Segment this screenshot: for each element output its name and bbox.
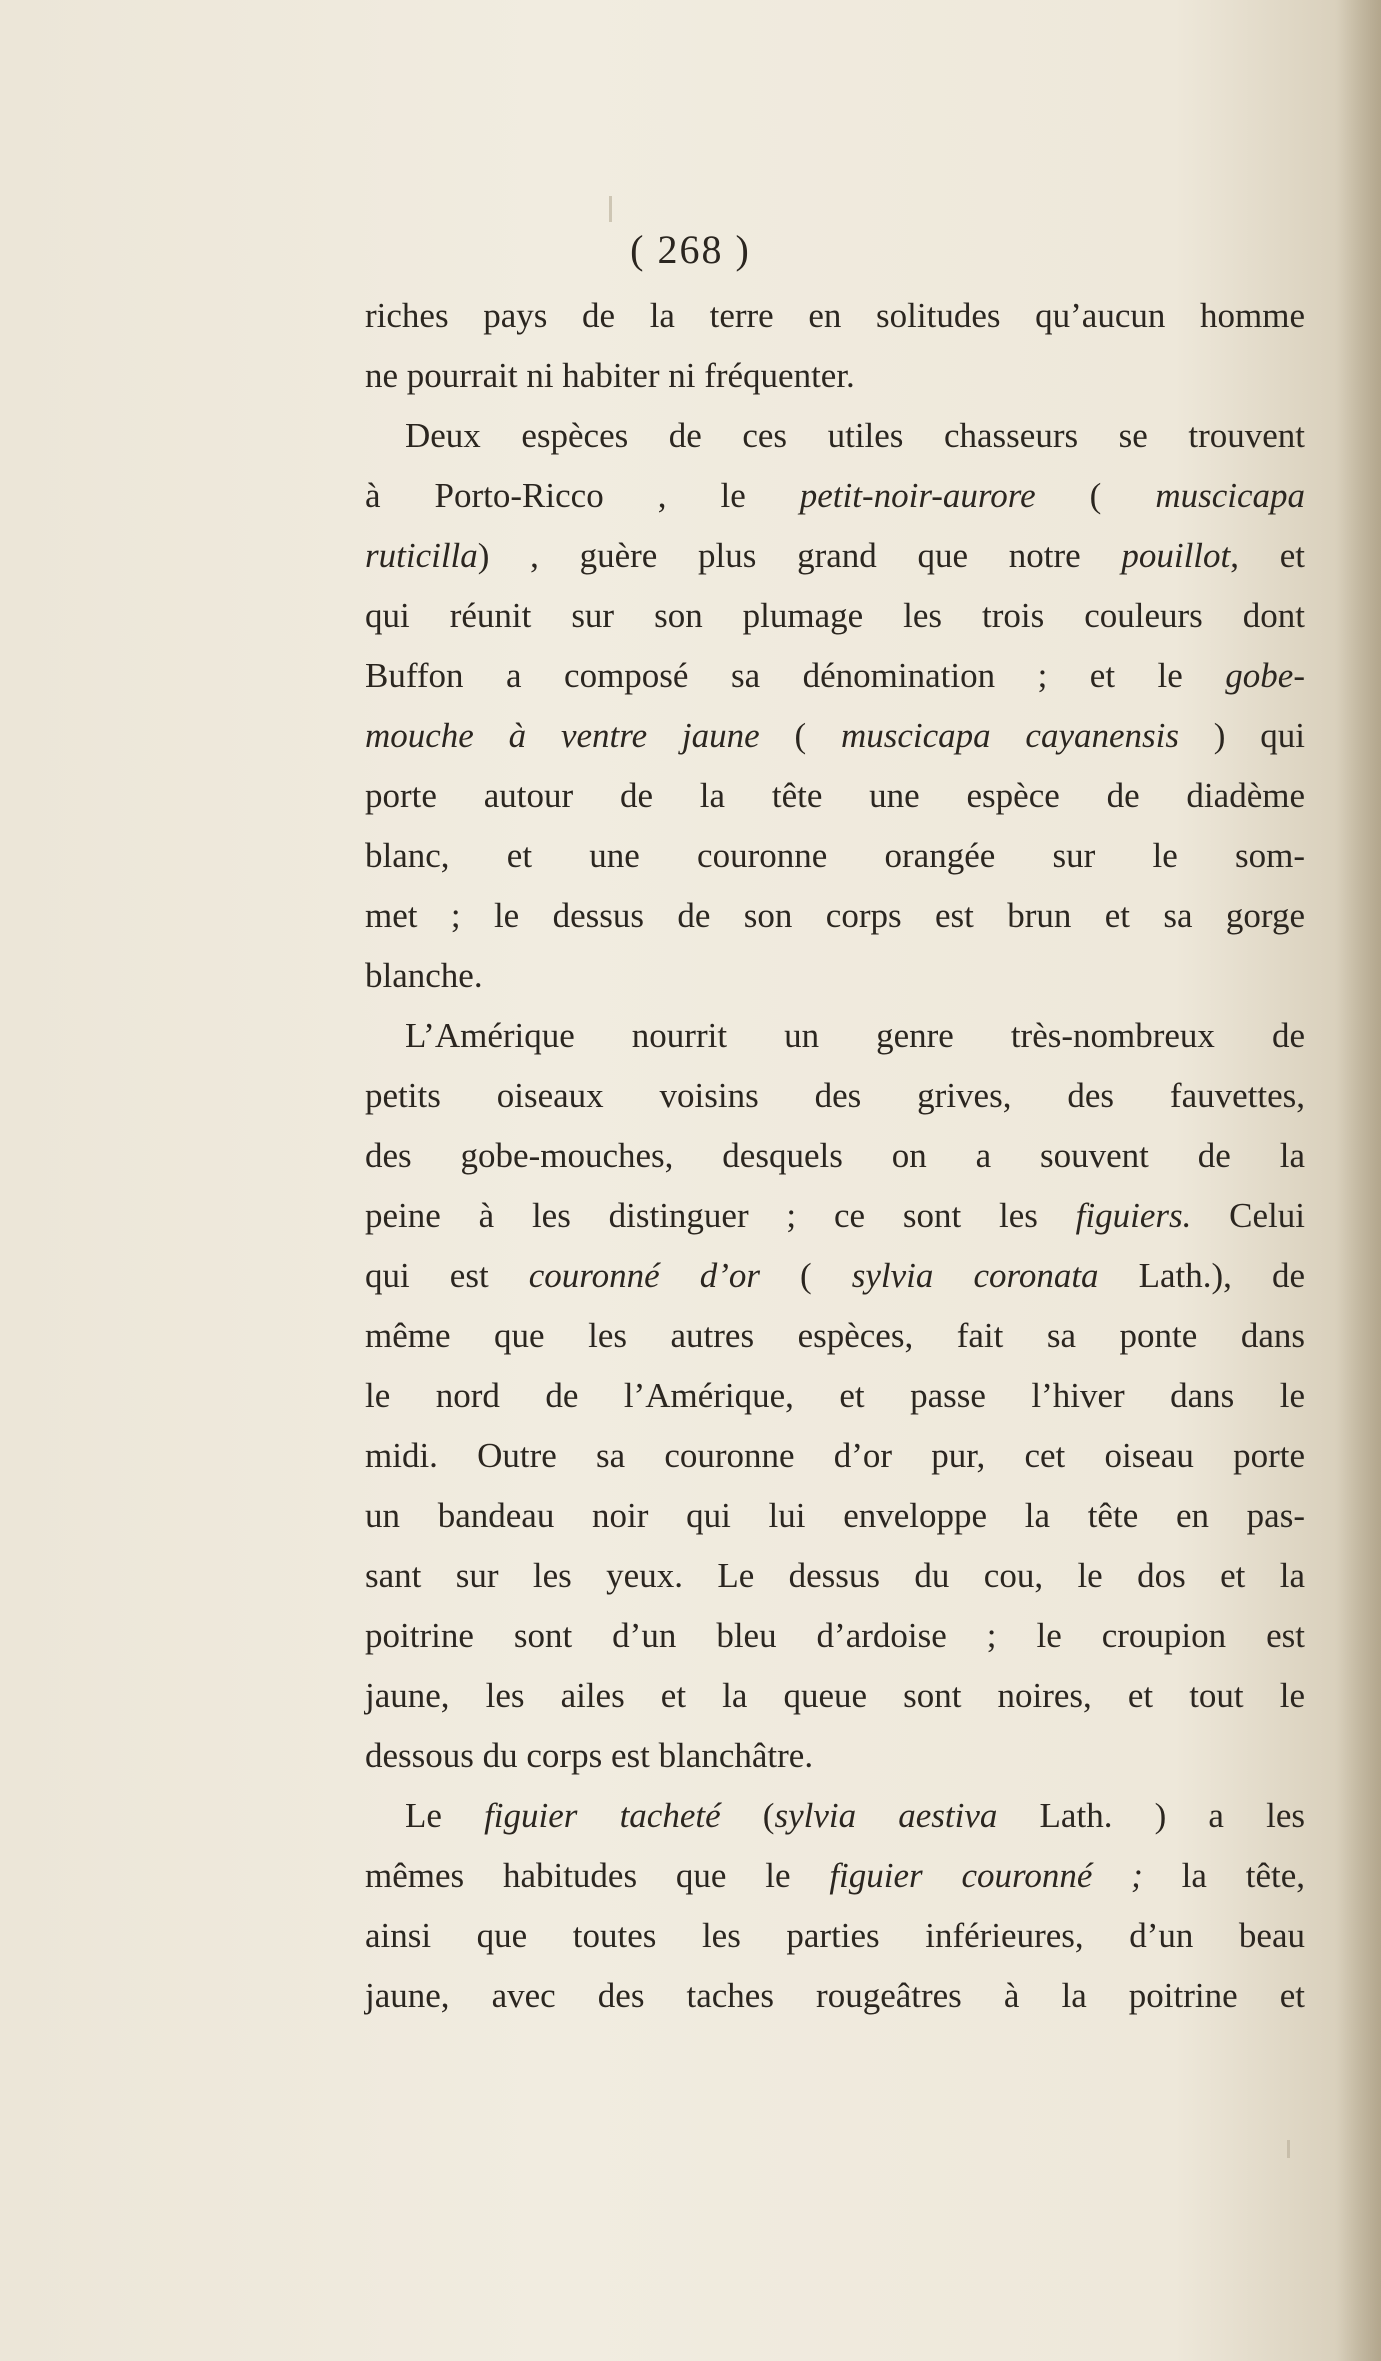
text-line [365, 346, 1305, 406]
text-segment: met ; le dessus de son corps est brun et sa gorge [365, 896, 1305, 935]
text-segment: à Porto-Ricco , le [365, 476, 800, 515]
italic-text: pouillot [1121, 536, 1231, 575]
text-line [365, 1966, 1305, 2026]
page-number: ( 268 ) [630, 227, 751, 272]
text-segment: sant sur les yeux. Le dessus du cou, le dos et la [365, 1556, 1305, 1595]
text-line [365, 886, 1305, 946]
text-line [365, 526, 1305, 586]
text-segment: ( [759, 1256, 852, 1295]
text-line [365, 766, 1305, 826]
text-line [365, 946, 1305, 1006]
italic-text: ruticilla [365, 536, 478, 575]
text-line [365, 1606, 1305, 1666]
text-segment: Le [405, 1796, 485, 1835]
text-segment: ( [759, 716, 841, 755]
text-segment: Lath.), de [1098, 1256, 1306, 1295]
text-segment: Buffon a composé sa dénomination ; et le [365, 656, 1226, 695]
text-segment: midi. Outre sa couronne d’or pur, cet oiseau porte [365, 1436, 1305, 1475]
text-line [365, 1366, 1305, 1426]
text-line [365, 1486, 1305, 1546]
text-line [365, 466, 1305, 526]
text-segment: qui réunit sur son plumage les trois couleurs dont [365, 596, 1305, 635]
italic-text: sylvia aestiva [774, 1796, 998, 1835]
text-line [365, 1126, 1305, 1186]
text-line [365, 1546, 1305, 1606]
text-segment: jaune, avec des taches rougeâtres à la poitrine et [365, 1976, 1305, 2015]
text-segment: la tête, [1142, 1856, 1305, 1895]
text-line [365, 826, 1305, 886]
text-segment: mêmes habitudes que le [365, 1856, 830, 1895]
text-line [365, 286, 1305, 346]
italic-text: sylvia coronata [851, 1256, 1099, 1295]
text-line [365, 1186, 1305, 1246]
text-line [365, 586, 1305, 646]
paper-speck [609, 196, 612, 222]
text-line [365, 1726, 1305, 1786]
text-segment: ) qui [1179, 716, 1305, 755]
text-line [365, 706, 1305, 766]
text-line [365, 1306, 1305, 1366]
text-segment: ( [720, 1796, 775, 1835]
italic-text: figuier couronné ; [829, 1856, 1143, 1895]
text-segment: peine à les distinguer ; ce sont les [365, 1196, 1076, 1235]
text-segment: riches pays de la terre en solitudes qu’aucun homme [365, 296, 1305, 335]
text-line [365, 1066, 1305, 1126]
text-segment: ( [1035, 476, 1156, 515]
text-line [365, 1666, 1305, 1726]
text-segment: dessous du corps est blanchâtre. [365, 1736, 814, 1775]
italic-text: couronné d’or [528, 1256, 760, 1295]
italic-text: figuier tacheté [484, 1796, 721, 1835]
paper-speck [1287, 2140, 1290, 2158]
text-segment: des gobe-mouches, desquels on a souvent de la [365, 1136, 1305, 1175]
text-line [365, 1246, 1305, 1306]
italic-text: muscicapa [1155, 476, 1306, 515]
text-segment: porte autour de la tête une espèce de diadème [365, 776, 1305, 815]
italic-text: gobe- [1225, 656, 1305, 695]
text-line [365, 406, 1305, 466]
text-segment: qui est [365, 1256, 529, 1295]
text-segment: ainsi que toutes les parties inférieures, d’un beau [365, 1916, 1305, 1955]
text-segment: blanche. [365, 956, 483, 995]
text-segment: , et [1230, 536, 1305, 575]
text-segment: un bandeau noir qui lui enveloppe la tête en pas- [365, 1496, 1305, 1535]
text-segment: poitrine sont d’un bleu d’ardoise ; le croupion est [365, 1616, 1305, 1655]
text-segment: jaune, les ailes et la queue sont noires, et tout le [365, 1676, 1305, 1715]
text-segment: blanc, et une couronne orangée sur le som- [365, 836, 1305, 875]
text-segment: même que les autres espèces, fait sa ponte dans [365, 1316, 1305, 1355]
text-segment: ) , guère plus grand que notre [477, 536, 1122, 575]
body-text [365, 286, 1305, 2026]
text-segment: ne pourrait ni habiter ni fréquenter. [365, 356, 855, 395]
text-segment: Deux espèces de ces utiles chasseurs se trouvent [405, 416, 1305, 455]
text-line [365, 1006, 1305, 1066]
italic-text: figuiers. [1075, 1196, 1192, 1235]
page-edge-shadow [1335, 0, 1381, 2361]
text-line [365, 1846, 1305, 1906]
italic-text: muscicapa cayanensis [840, 716, 1179, 755]
text-segment: Celui [1191, 1196, 1305, 1235]
italic-text: mouche à ventre jaune [365, 716, 760, 755]
text-line [365, 1786, 1305, 1846]
text-line [365, 646, 1305, 706]
italic-text: petit-noir-aurore [799, 476, 1036, 515]
text-segment: L’Amérique nourrit un genre très-nombreux de [405, 1016, 1305, 1055]
text-line [365, 1426, 1305, 1486]
text-segment: petits oiseaux voisins des grives, des fauvettes, [365, 1076, 1305, 1115]
text-line [365, 1906, 1305, 1966]
text-segment: le nord de l’Amérique, et passe l’hiver dans le [365, 1376, 1305, 1415]
text-segment: Lath. ) a les [997, 1796, 1305, 1835]
